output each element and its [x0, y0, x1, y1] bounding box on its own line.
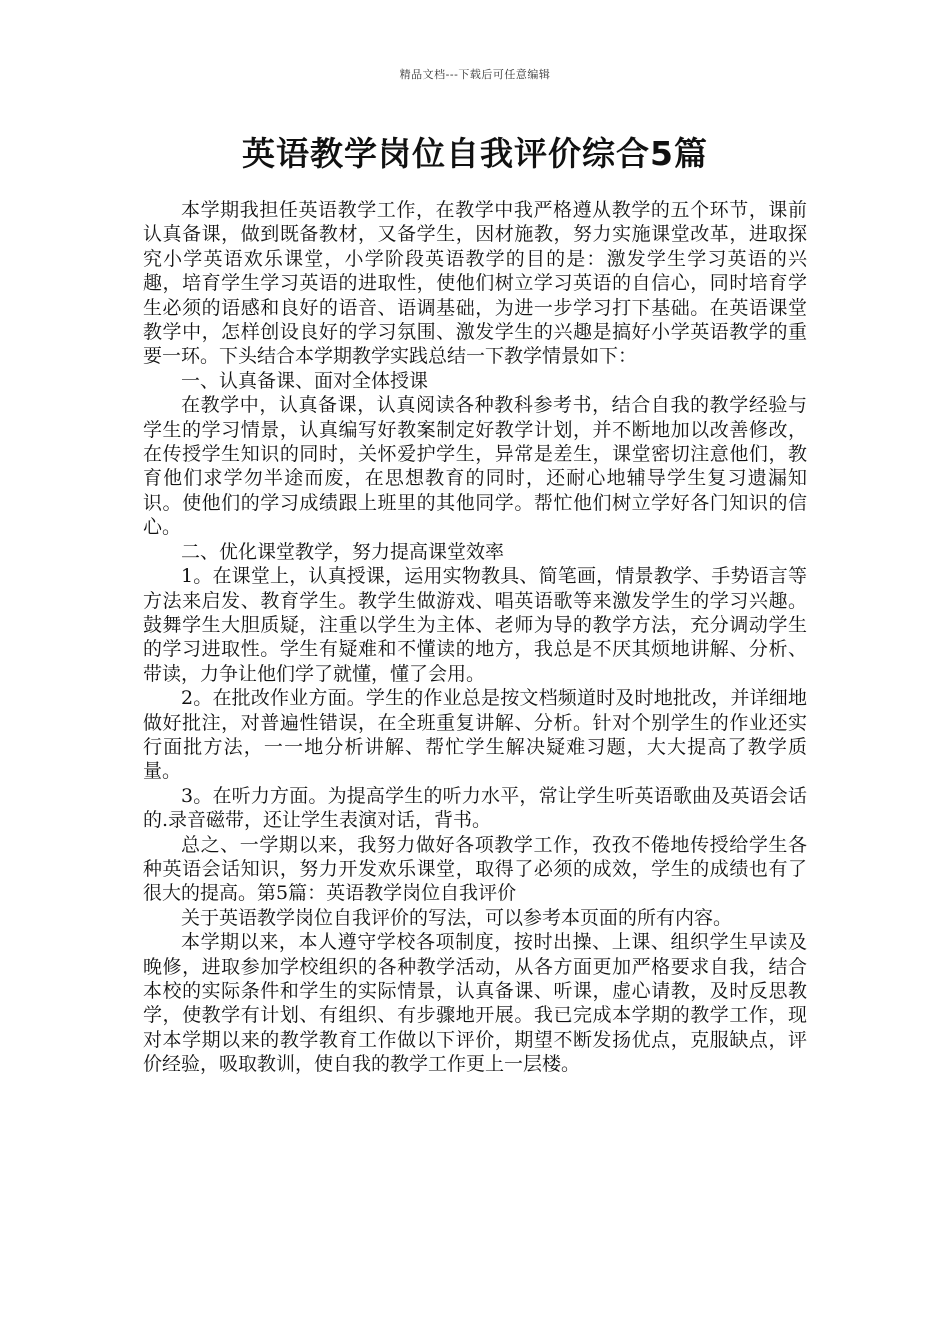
section-heading: 一、认真备课、面对全体授课 [181, 369, 429, 392]
body-paragraph: 本学期我担任英语教学工作，在教学中我严格遵从教学的五个环节，课前认真备课，做到既备教材，又备学生，因材施教，努力实施课堂改革，进取探究小学英语欢乐课堂，小学阶段英语教学的目的是：激发学生学习英语的兴趣，培育学生学习英语的进取性，使他们树立学习英语的自信心，同时培育学生必须的语感和良好的语音、语调基础，为进一步学习打下基础。在英语课堂教学中，怎样创设良好的学习氛围、激发学生的兴趣是搞好小学英语教学的重要一环。下头结合本学期教学实践总结一下教学情景如下： [143, 199, 807, 368]
body-paragraph: 3。在听力方面。为提高学生的听力水平，常让学生听英语歌曲及英语会话的.录音磁带，还让学生表演对话，背书。 [143, 784, 807, 832]
body-paragraph: 关于英语教学岗位自我评价的写法，可以参考本页面的所有内容。 [181, 906, 733, 929]
document-body [143, 198, 807, 1077]
section-heading: 二、优化课堂教学，努力提高课堂效率 [181, 540, 505, 563]
body-paragraph: 2。在批改作业方面。学生的作业总是按文档频道时及时地批改，并详细地做好批注，对普遍性错误，在全班重复讲解、分析。针对个别学生的作业还实行面批方法，一一地分析讲解、帮忙学生解决疑难习题，大大提高了教学质量。 [143, 687, 807, 783]
body-paragraph: 本学期以来，本人遵守学校各项制度，按时出操、上课、组织学生早读及晚修，进取参加学校组织的各种教学活动，从各方面更加严格要求自我，结合本校的实际条件和学生的实际情景，认真备课、听课，虚心请教，及时反思教学，使教学有计划、有组织、有步骤地开展。我已完成本学期的教学工作，现对本学期以来的教学教育工作做以下评价，期望不断发扬优点，克服缺点，评价经验，吸取教训，使自我的教学工作更上一层楼。 [143, 931, 807, 1076]
body-paragraph: 1。在课堂上，认真授课，运用实物教具、简笔画，情景教学、手势语言等方法来启发、教育学生。教学生做游戏、唱英语歌等来激发学生的学习兴趣。鼓舞学生大胆质疑，注重以学生为主体、老师为导的教学方法，充分调动学生的学习进取性。学生有疑难和不懂读的地方，我总是不厌其烦地讲解、分析、带读，力争让他们学了就懂，懂了会用。 [143, 565, 807, 685]
header-note: 精品文档---下载后可任意编辑 [399, 68, 551, 81]
body-paragraph: 总之、一学期以来，我努力做好各项教学工作，孜孜不倦地传授给学生各种英语会话知识，努力开发欢乐课堂，取得了必须的成效，学生的成绩也有了很大的提高。第5篇：英语教学岗位自我评价 [143, 833, 807, 905]
body-paragraph: 在教学中，认真备课，认真阅读各种教科参考书，结合自我的教学经验与学生的学习情景，认真编写好教案制定好教学计划，并不断地加以改善修改，在传授学生知识的同时，关怀爱护学生，异常是差生，课堂密切注意他们，教育他们求学勿半途而废，在思想教育的同时，还耐心地辅导学生复习遗漏知识。使他们的学习成绩跟上班里的其他同学。帮忙他们树立学好各门知识的信心。 [143, 394, 807, 539]
document-title: 英语教学岗位自我评价综合5篇 [242, 134, 708, 173]
